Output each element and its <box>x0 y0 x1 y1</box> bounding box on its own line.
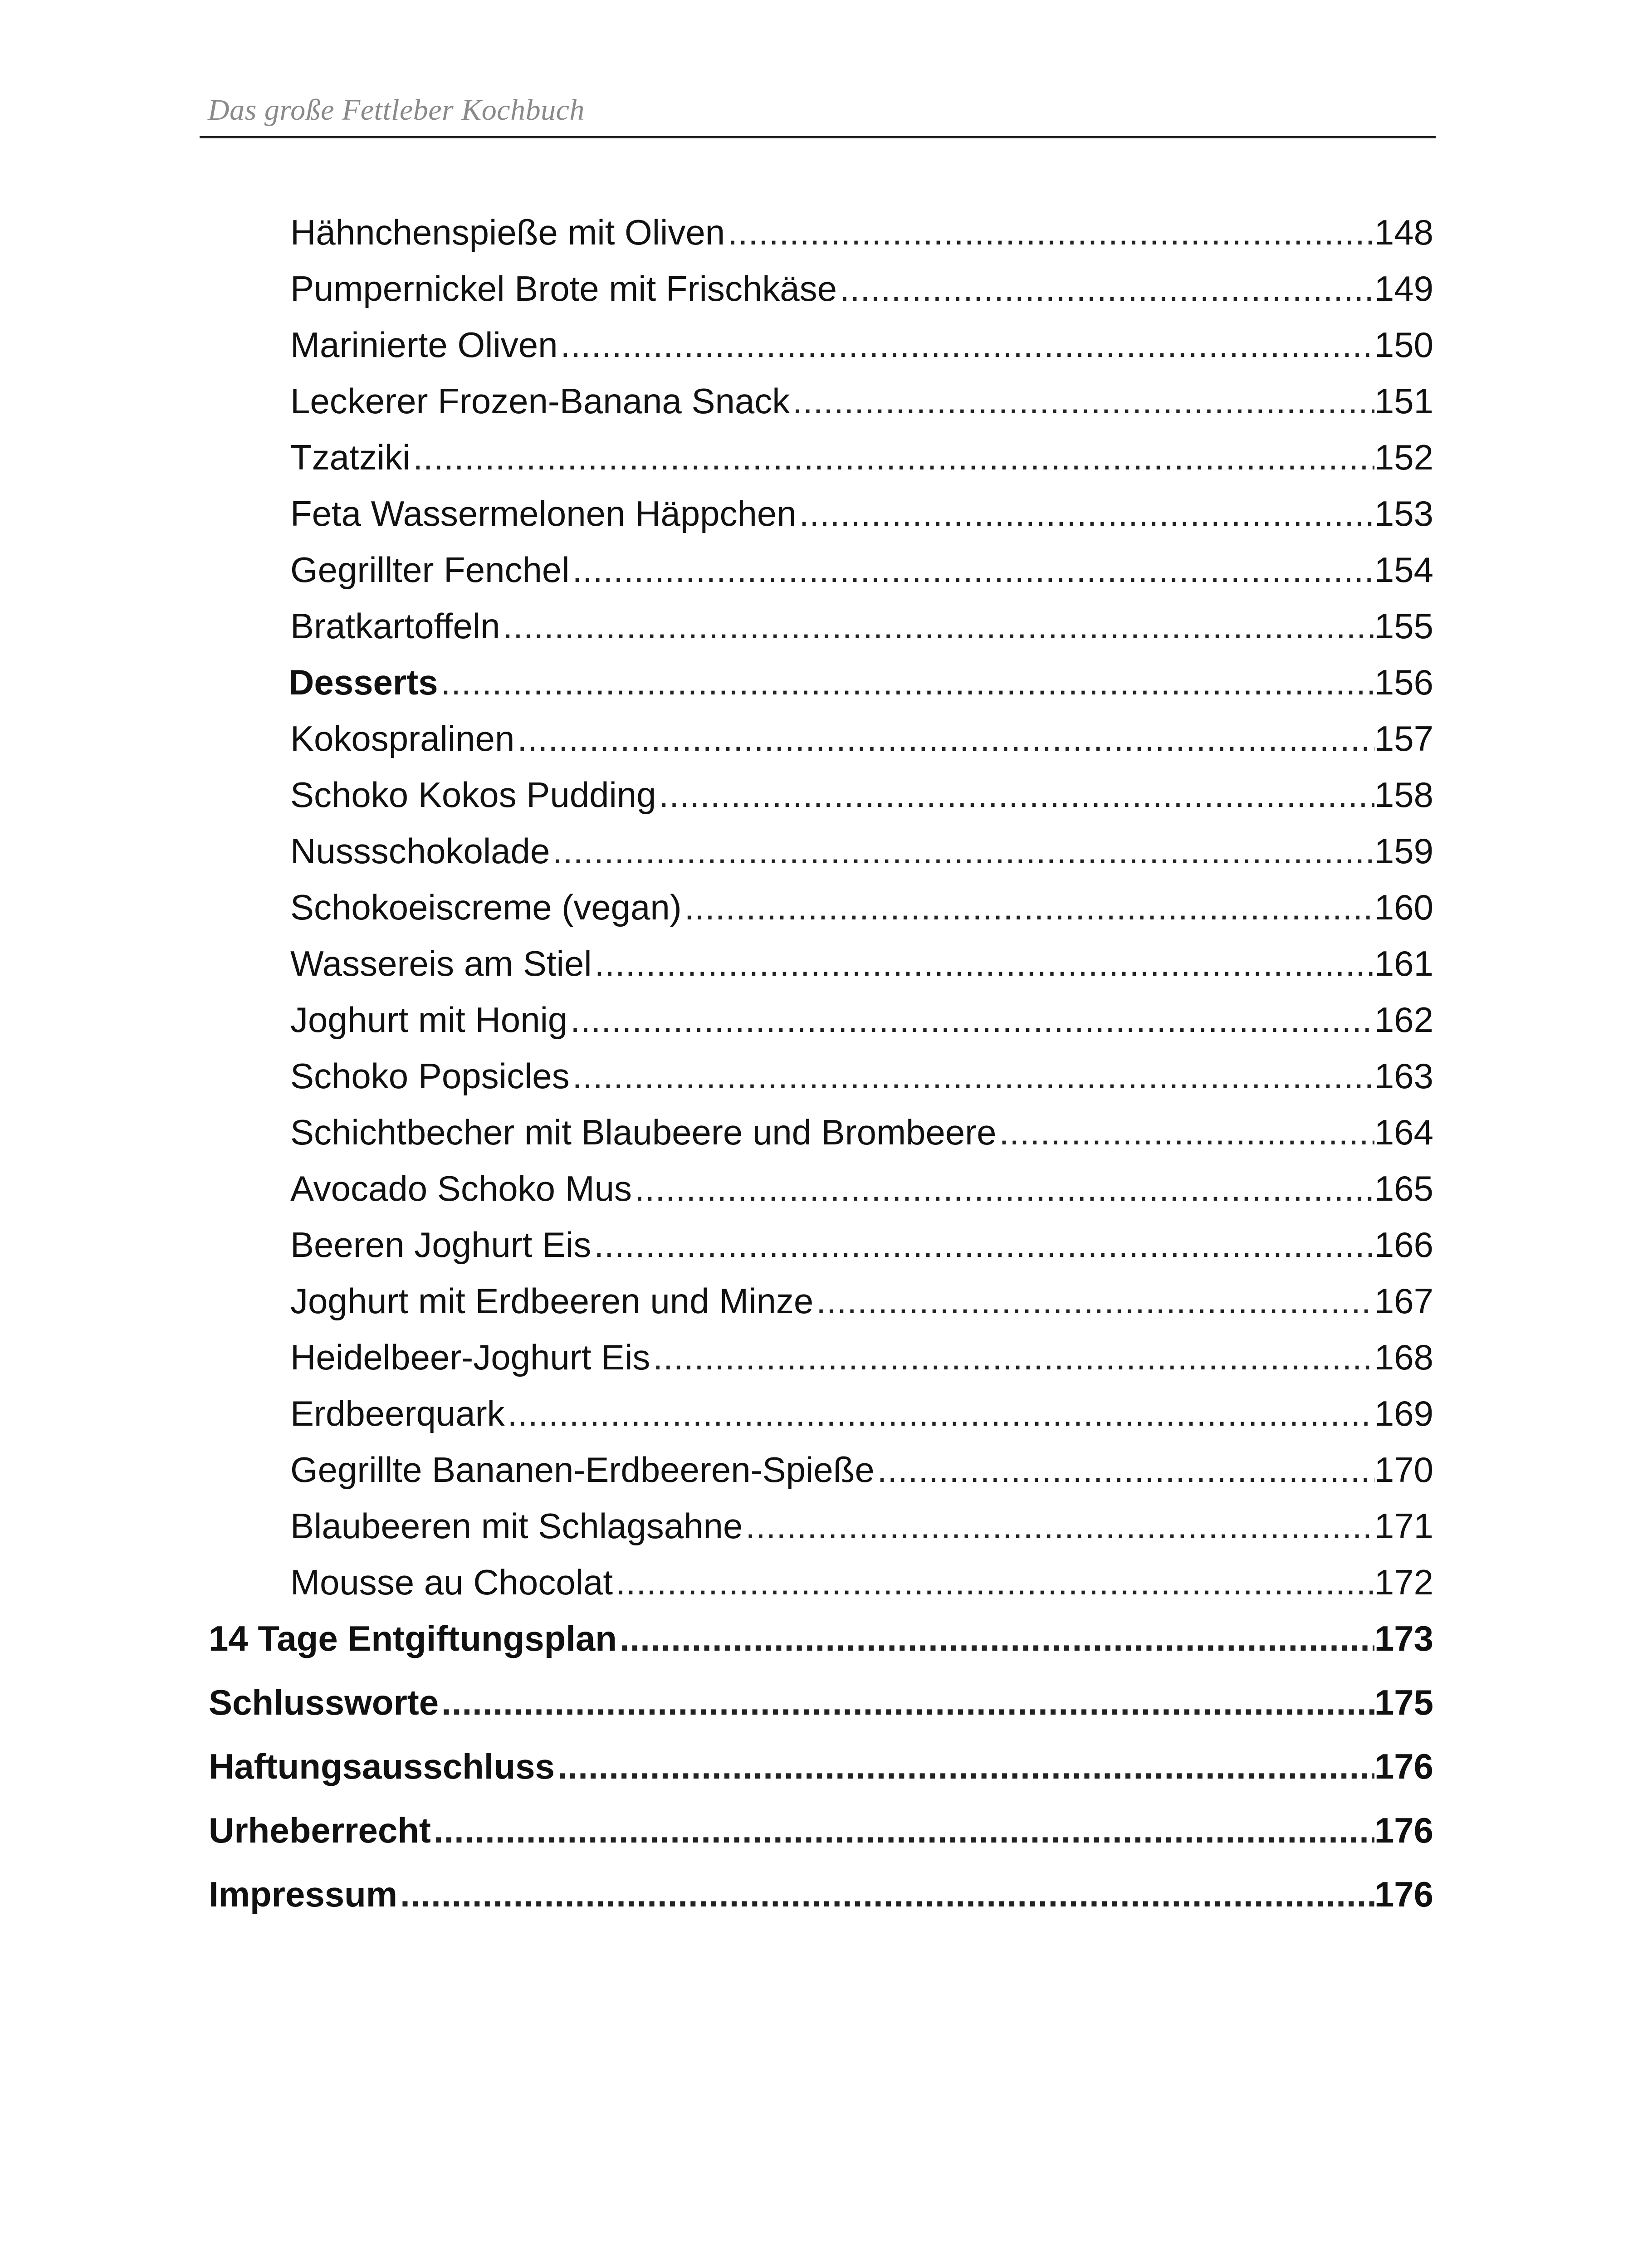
toc-entry-title: Schoko Kokos Pudding <box>290 775 656 815</box>
toc-entry-page: 149 <box>1374 269 1433 308</box>
toc-entry-page: 168 <box>1374 1337 1433 1377</box>
toc-entry[interactable] <box>200 885 1433 941</box>
toc-dot-leader <box>431 1808 1374 1853</box>
toc-entry-title: Heidelbeer-Joghurt Eis <box>290 1337 650 1377</box>
toc-dot-leader <box>514 716 1374 761</box>
toc-dot-leader <box>592 941 1374 986</box>
toc-dot-leader <box>797 491 1374 536</box>
toc-dot-leader <box>591 1222 1374 1267</box>
toc-dot-leader <box>558 322 1374 367</box>
toc-dot-leader <box>813 1278 1374 1324</box>
toc-entry-title: 14 Tage Entgiftungsplan <box>209 1618 617 1658</box>
running-head-title: Das große Fettleber Kochbuch <box>208 93 585 127</box>
toc-entry-title: Feta Wassermelonen Häppchen <box>290 494 797 533</box>
toc-entry[interactable] <box>200 1334 1433 1391</box>
toc-entry[interactable] <box>200 547 1433 603</box>
toc-entry-title: Schokoeiscreme (vegan) <box>290 887 682 927</box>
toc-entry-page: 160 <box>1374 887 1433 927</box>
toc-section-entry[interactable] <box>200 660 1433 716</box>
toc-dot-leader <box>743 1503 1374 1549</box>
toc-entry[interactable] <box>200 1166 1433 1222</box>
toc-entry-page: 152 <box>1374 437 1433 477</box>
toc-entry-page: 166 <box>1374 1225 1433 1265</box>
toc-entry-title: Leckerer Frozen-Banana Snack <box>290 381 790 421</box>
toc-entry-title: Pumpernickel Brote mit Frischkäse <box>290 269 837 308</box>
toc-entry[interactable] <box>200 772 1433 828</box>
toc-dot-leader <box>410 435 1374 480</box>
toc-entry-page: 164 <box>1374 1112 1433 1152</box>
toc-entry-title: Kokospralinen <box>290 719 515 758</box>
toc-entry-page: 170 <box>1374 1450 1433 1490</box>
toc-entry-page: 155 <box>1374 606 1433 646</box>
toc-entry-title: Blaubeeren mit Schlagsahne <box>290 1506 743 1546</box>
toc-entry-page: 176 <box>1374 1874 1433 1914</box>
toc-dot-leader <box>632 1166 1374 1211</box>
toc-dot-leader <box>570 547 1374 592</box>
toc-entry-title: Bratkartoffeln <box>290 606 500 646</box>
toc-entry[interactable] <box>200 266 1433 322</box>
toc-entry-page: 151 <box>1374 381 1433 421</box>
toc-entry[interactable] <box>200 491 1433 547</box>
toc-entry[interactable] <box>200 1391 1433 1447</box>
toc-entry[interactable] <box>200 378 1433 435</box>
toc-entry-title: Hähnchenspieße mit Oliven <box>290 212 725 252</box>
toc-entry[interactable] <box>200 941 1433 997</box>
toc-entry-page: 162 <box>1374 1000 1433 1040</box>
toc-entry[interactable] <box>200 716 1433 772</box>
toc-entry[interactable] <box>200 435 1433 491</box>
toc-entry-title: Joghurt mit Honig <box>290 1000 568 1040</box>
toc-dot-leader <box>875 1447 1374 1492</box>
toc-entry[interactable] <box>200 210 1433 266</box>
toc-entry-page: 158 <box>1374 775 1433 815</box>
toc-entry-page: 169 <box>1374 1393 1433 1433</box>
toc-entry-page: 154 <box>1374 550 1433 590</box>
toc-dot-leader <box>567 997 1374 1042</box>
toc-entry-page: 153 <box>1374 494 1433 533</box>
toc-dot-leader <box>500 603 1374 649</box>
toc-entry[interactable] <box>200 1447 1433 1503</box>
toc-dot-leader <box>505 1391 1374 1436</box>
toc-dot-leader <box>555 1744 1374 1789</box>
toc-entry-page: 165 <box>1374 1168 1433 1208</box>
toc-dot-leader <box>613 1559 1374 1605</box>
toc-entry-page: 167 <box>1374 1281 1433 1321</box>
header-divider <box>200 136 1436 138</box>
toc-entry-title: Marinierte Oliven <box>290 325 558 365</box>
toc-entry[interactable] <box>200 1110 1433 1166</box>
toc-chapter-entry[interactable] <box>200 1616 1433 1680</box>
toc-entry-page: 176 <box>1374 1746 1433 1786</box>
toc-entry-page: 171 <box>1374 1506 1433 1546</box>
toc-entry-title: Schoko Popsicles <box>290 1056 570 1096</box>
toc-entry[interactable] <box>200 1503 1433 1559</box>
toc-entry-title: Nussschokolade <box>290 831 550 871</box>
toc-entry-page: 172 <box>1374 1562 1433 1602</box>
toc-entry-title: Urheberrecht <box>209 1810 431 1850</box>
toc-dot-leader <box>650 1334 1374 1380</box>
toc-dot-leader <box>397 1872 1374 1917</box>
toc-entry-title: Mousse au Chocolat <box>290 1562 613 1602</box>
toc-entry-title: Schlussworte <box>209 1682 439 1722</box>
toc-entry[interactable] <box>200 322 1433 378</box>
toc-entry-page: 176 <box>1374 1810 1433 1850</box>
toc-dot-leader <box>725 210 1374 255</box>
toc-dot-leader <box>790 378 1374 424</box>
toc-chapter-entry[interactable] <box>200 1744 1433 1808</box>
toc-entry-title: Wassereis am Stiel <box>290 943 592 983</box>
toc-entry-page: 163 <box>1374 1056 1433 1096</box>
toc-entry[interactable] <box>200 997 1433 1053</box>
toc-entry[interactable] <box>200 603 1433 660</box>
toc-dot-leader <box>570 1053 1374 1099</box>
toc-dot-leader <box>997 1110 1374 1155</box>
toc-entry[interactable] <box>200 1222 1433 1278</box>
toc-entry-title: Gegrillte Bananen-Erdbeeren-Spieße <box>290 1450 875 1490</box>
toc-entry-page: 156 <box>1374 662 1433 702</box>
toc-entry-title: Beeren Joghurt Eis <box>290 1225 592 1265</box>
toc-entry-page: 175 <box>1374 1682 1433 1722</box>
toc-entry-page: 161 <box>1374 943 1433 983</box>
toc-entry-page: 173 <box>1374 1618 1433 1658</box>
toc-chapter-entry[interactable] <box>200 1808 1433 1872</box>
toc-entry-title: Schichtbecher mit Blaubeere und Brombeere <box>290 1112 997 1152</box>
toc-entry-title: Haftungsausschluss <box>209 1746 555 1786</box>
toc-entry[interactable] <box>200 1278 1433 1334</box>
toc-entry-title: Gegrillter Fenchel <box>290 550 570 590</box>
toc-entry-title: Tzatziki <box>290 437 411 477</box>
toc-dot-leader <box>656 772 1374 817</box>
toc-chapter-entry[interactable] <box>200 1872 1433 1936</box>
toc-entry-title: Impressum <box>209 1874 398 1914</box>
toc-dot-leader <box>617 1616 1374 1661</box>
toc-entry[interactable] <box>200 1053 1433 1110</box>
toc-dot-leader <box>550 828 1374 874</box>
toc-entry-page: 159 <box>1374 831 1433 871</box>
toc-entry-page: 157 <box>1374 719 1433 758</box>
toc-dot-leader <box>438 660 1374 705</box>
toc-entry-title: Joghurt mit Erdbeeren und Minze <box>290 1281 814 1321</box>
toc-dot-leader <box>439 1680 1374 1725</box>
toc-dot-leader <box>837 266 1374 311</box>
toc-chapter-entry[interactable] <box>200 1680 1433 1744</box>
toc-entry-title: Erdbeerquark <box>290 1393 505 1433</box>
toc-entry[interactable] <box>200 1559 1433 1616</box>
table-of-contents <box>200 210 1433 1936</box>
toc-entry-title: Avocado Schoko Mus <box>290 1168 632 1208</box>
toc-entry-page: 148 <box>1374 212 1433 252</box>
toc-entry-page: 150 <box>1374 325 1433 365</box>
toc-dot-leader <box>682 885 1374 930</box>
toc-entry[interactable] <box>200 828 1433 885</box>
toc-entry-title: Desserts <box>288 662 438 702</box>
